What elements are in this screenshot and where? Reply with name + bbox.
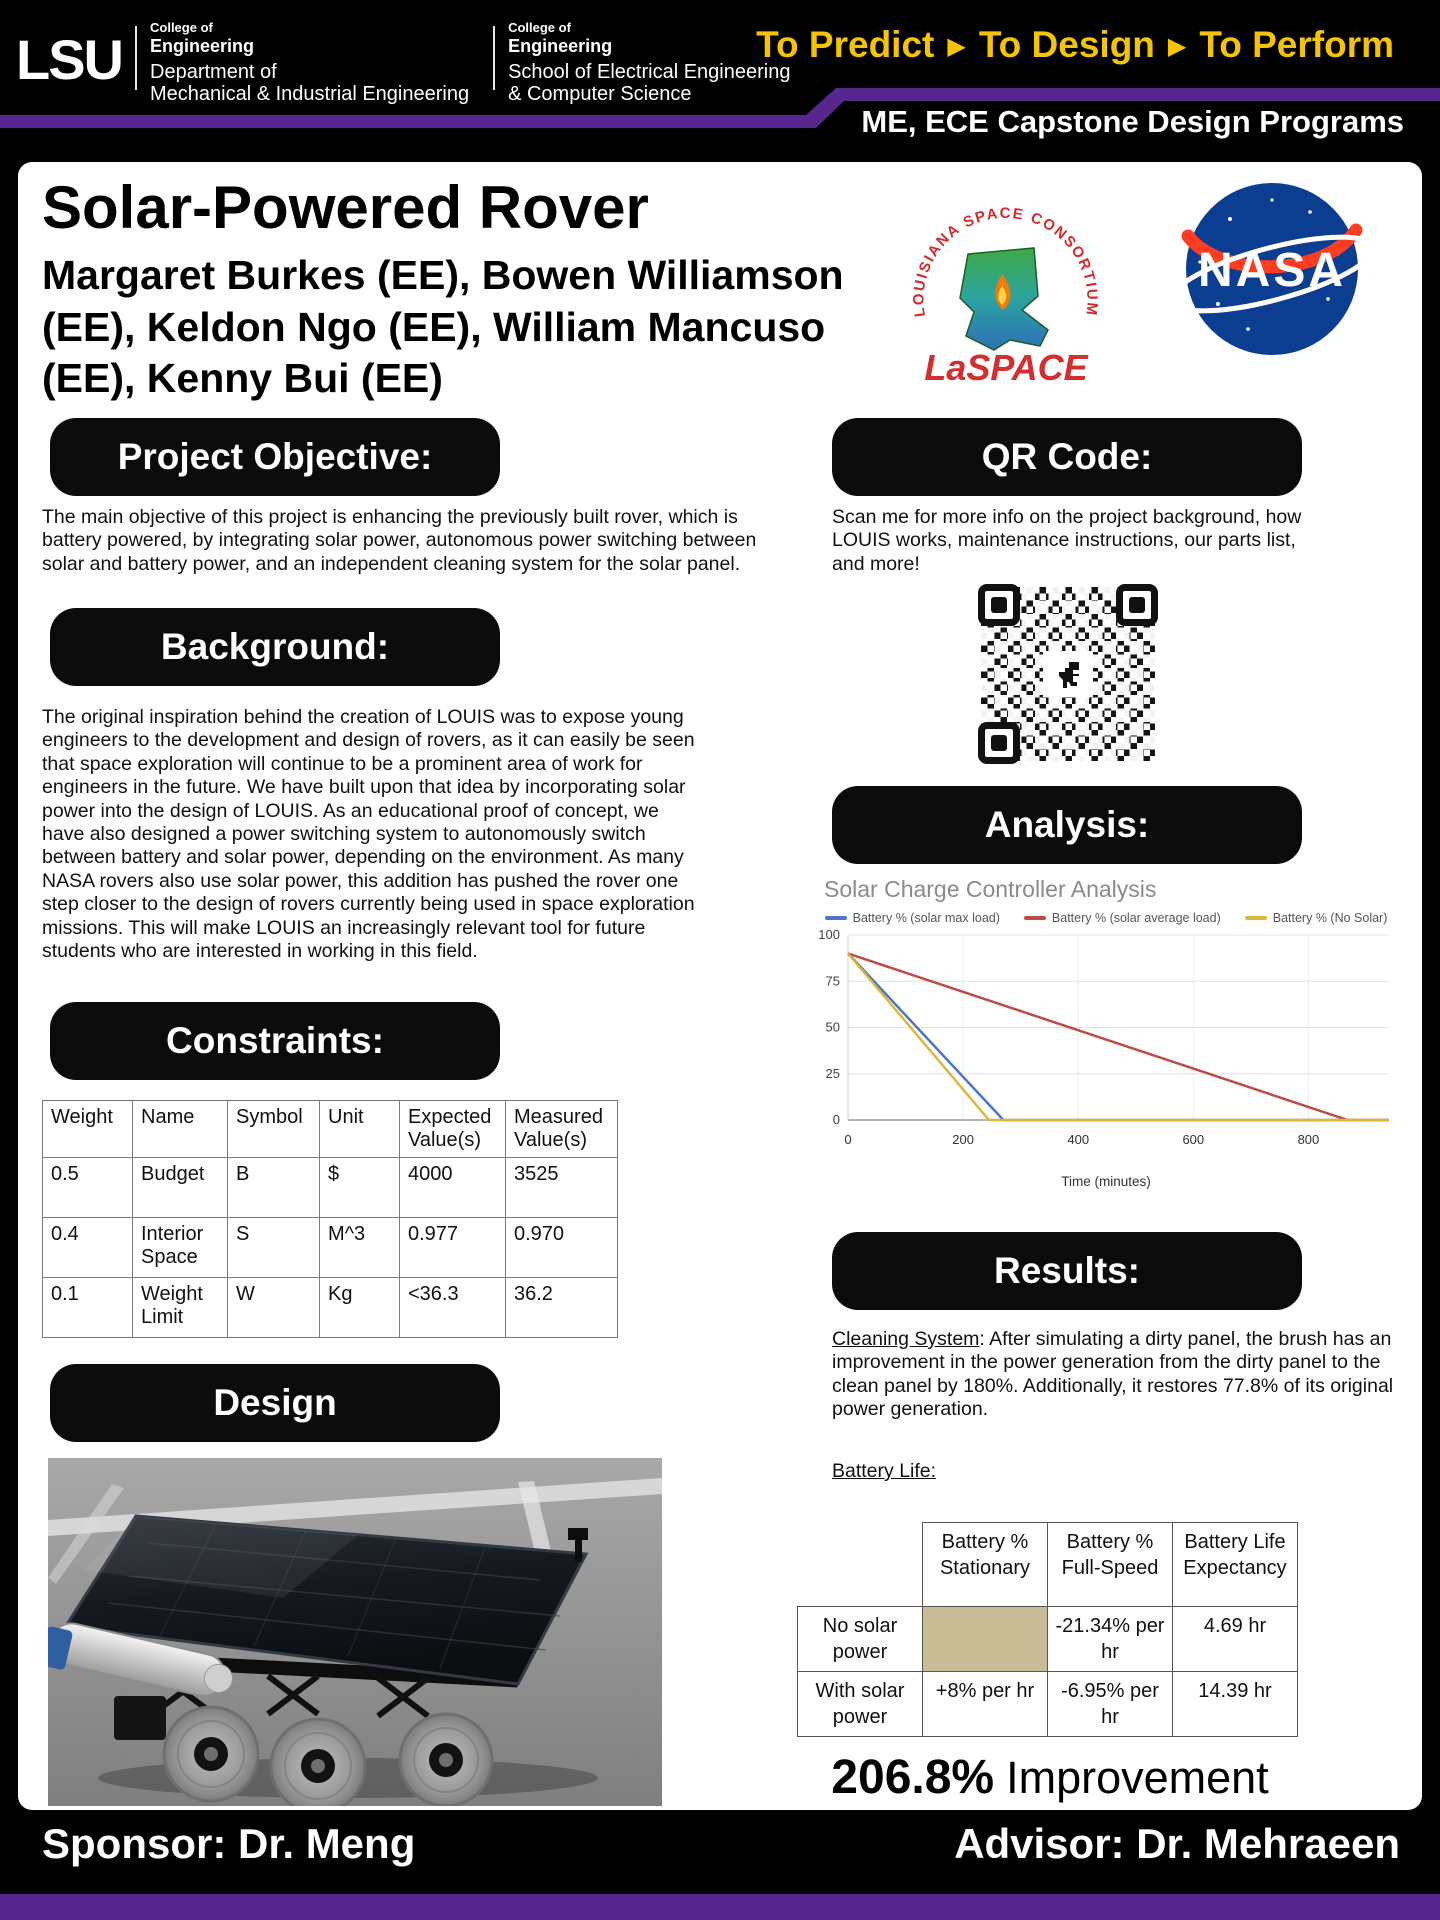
svg-text:0: 0 [832, 1112, 840, 1127]
authors: Margaret Burkes (EE), Bowen Williamson (EE), Keldon Ngo (EE), William Mancuso (EE), Kenny Bui (EE) [42, 252, 844, 402]
col-stationary: Battery % Stationary [923, 1523, 1048, 1607]
engineering-label: Engineering [508, 35, 613, 56]
cell: 0.970 [506, 1218, 618, 1278]
objective-heading-pill: Project Objective: [50, 418, 500, 496]
engineering-label: Engineering [150, 35, 255, 56]
col-measured: Measured Value(s) [506, 1101, 618, 1158]
empty-header-cell [798, 1523, 923, 1607]
table-header-row [43, 1101, 618, 1158]
chart-legend [804, 911, 1408, 925]
balloon-tire [164, 1707, 258, 1801]
cell: S [228, 1218, 320, 1278]
cell: 36.2 [506, 1278, 618, 1338]
row-label: With solar power [798, 1672, 923, 1737]
chart-title: Solar Charge Controller Analysis [824, 876, 1157, 902]
col-full-speed: Battery % Full-Speed [1048, 1523, 1173, 1607]
poster-body [18, 162, 1422, 1810]
table-header-row [798, 1523, 1298, 1607]
cell: W [228, 1278, 320, 1338]
table-row [43, 1218, 618, 1278]
balloon-tire [400, 1714, 492, 1806]
battery-highlight-cell [923, 1607, 1048, 1672]
qr-text: Scan me for more info on the project background, how LOUIS works, maintenance instructions, our parts list, and more! [832, 506, 1302, 575]
nasa-logo [1160, 174, 1390, 369]
page-title: Solar-Powered Rover [42, 174, 649, 241]
svg-text:400: 400 [1067, 1132, 1090, 1147]
arrow-icon: ▶ [1167, 33, 1187, 60]
cell: B [228, 1158, 320, 1218]
cell: $ [320, 1158, 400, 1218]
cell: 4000 [400, 1158, 506, 1218]
svg-text:75: 75 [825, 973, 840, 989]
background-heading-pill: Background: [50, 608, 500, 686]
svg-text:800: 800 [1297, 1132, 1320, 1147]
svg-text:25: 25 [825, 1065, 840, 1081]
col-weight: Weight [43, 1101, 133, 1158]
cell: Kg [320, 1278, 400, 1338]
rover-photo [48, 1458, 662, 1806]
constraints-heading-pill: Constraints: [50, 1002, 500, 1080]
cell: <36.3 [400, 1278, 506, 1338]
bottom-purple-bar [0, 1894, 1440, 1920]
background-text: The original inspiration behind the creation of LOUIS was to expose young engineers to the development and design of rovers, as it can easily be seen that space exploration will continue to be a prominent area of work for engineers in the future. We have built upon that idea by incorporating solar power into the design of LOUIS. As an educational proof of concept, we have also designed a power switching system to autonomously switch between battery and solar power, depending on the environment. As many NASA rovers also use solar power, this addition has pushed the rover one step closer to the design of rovers currently being used in space exploration missions. This will make LOUIS an increasingly relevant tool for future students who are interested in working in this field. [42, 706, 695, 962]
col-symbol: Symbol [228, 1101, 320, 1158]
table-row [43, 1158, 618, 1218]
cell: 0.4 [43, 1218, 133, 1278]
svg-text:200: 200 [952, 1132, 974, 1147]
cell: Weight Limit [133, 1278, 228, 1338]
cell: M^3 [320, 1218, 400, 1278]
objective-text: The main objective of this project is enhancing the previously built rover, which is battery powered, by integrating solar power, autonomous power switching between solar and battery power, and an independent cleaning system for the solar panel. [42, 506, 757, 575]
legend-label: Battery % (solar max load) [852, 911, 1000, 925]
svg-text:600: 600 [1182, 1132, 1205, 1147]
svg-text:0: 0 [844, 1132, 852, 1147]
col-name: Name [133, 1101, 228, 1158]
college-of-label: College of [508, 20, 571, 35]
nasa-wordmark: NASA [1197, 244, 1347, 297]
divider [135, 26, 137, 90]
qr-finder-icon [978, 722, 1020, 764]
dept1-line2: Mechanical & Industrial Engineering [150, 83, 470, 106]
row-label: No solar power [798, 1607, 923, 1672]
advisor-text: Advisor: Dr. Mehraeen [954, 1820, 1400, 1867]
chart-plot [804, 925, 1408, 1167]
battery-life-table [797, 1522, 1298, 1737]
qr-code [976, 582, 1160, 766]
arrow-icon: ▶ [947, 33, 966, 60]
cell: 3525 [506, 1158, 618, 1218]
dino-icon [1055, 660, 1081, 688]
qr-heading-pill: QR Code: [832, 418, 1302, 496]
laspace-logo [898, 180, 1113, 395]
col-expected: Expected Value(s) [400, 1101, 506, 1158]
improvement-label: Improvement [1006, 1752, 1269, 1803]
program-banner: ME, ECE Capstone Design Programs [861, 104, 1404, 139]
college-of-label: College of [150, 20, 213, 35]
table-row [798, 1607, 1298, 1672]
results-text [832, 1328, 1400, 1422]
analysis-chart [804, 876, 1408, 1189]
battery-life-label: Battery Life: [832, 1460, 937, 1482]
cell: +8% per hr [923, 1672, 1048, 1737]
laspace-arc-text: LOUISIANA SPACE CONSORTIUM [910, 204, 1101, 319]
motto [756, 24, 1394, 66]
cell: Interior Space [133, 1218, 228, 1278]
header [0, 0, 1440, 160]
motto-perform: To Perform [1199, 24, 1394, 65]
svg-text:50: 50 [825, 1019, 840, 1035]
col-expectancy: Battery Life Expectancy [1173, 1523, 1298, 1607]
improvement-value: 206.8% [831, 1751, 995, 1804]
motto-predict: To Predict [756, 24, 935, 65]
cell: -21.34% per hr [1048, 1607, 1173, 1672]
results-heading-pill: Results: [832, 1232, 1302, 1310]
qr-center [1043, 651, 1093, 697]
cell: Budget [133, 1158, 228, 1218]
qr-finder-icon [978, 584, 1020, 626]
col-unit: Unit [320, 1101, 400, 1158]
dept2-line2: & Computer Science [508, 83, 692, 106]
balloon-tire [271, 1719, 365, 1806]
chart-x-axis-label: Time (minutes) [1061, 1174, 1151, 1189]
cell: -6.95% per hr [1048, 1672, 1173, 1737]
qr-finder-icon [1116, 584, 1158, 626]
motto-design: To Design [978, 24, 1155, 65]
legend-dash-icon [1245, 916, 1267, 920]
laspace-wordmark: LaSPACE [924, 347, 1088, 388]
legend-dash-icon [825, 916, 847, 920]
sponsor-text: Sponsor: Dr. Meng [42, 1820, 416, 1867]
legend-item [1245, 911, 1388, 925]
dept2-line1: School of Electrical Engineering [508, 60, 791, 83]
legend-item [825, 911, 1000, 925]
cell: 14.39 hr [1173, 1672, 1298, 1737]
analysis-heading-pill: Analysis: [832, 786, 1302, 864]
table-row [43, 1278, 618, 1338]
improvement-callout [797, 1750, 1303, 1805]
legend-item [1024, 911, 1221, 925]
divider [493, 26, 495, 90]
legend-dash-icon [1024, 916, 1046, 920]
lsu-logo: LSU [16, 28, 122, 91]
design-heading-pill: Design [50, 1364, 500, 1442]
cleaning-system-label: Cleaning System [832, 1328, 980, 1350]
cleaning-system-text: : After simulating a dirty panel, the brush has an improvement in the power generation from the dirty panel to the clean panel by 180%. Additionally, it restores 77.8% of its original power generation. [832, 1328, 1394, 1421]
table-row [798, 1672, 1298, 1737]
cell: 0.977 [400, 1218, 506, 1278]
legend-label: Battery % (No Solar) [1272, 911, 1388, 925]
svg-text:100: 100 [818, 927, 840, 942]
cell: 0.1 [43, 1278, 133, 1338]
legend-label: Battery % (solar average load) [1051, 911, 1221, 925]
dept1-line1: Department of [150, 60, 277, 83]
constraints-table [42, 1100, 618, 1338]
cell: 0.5 [43, 1158, 133, 1218]
cell: 4.69 hr [1173, 1607, 1298, 1672]
